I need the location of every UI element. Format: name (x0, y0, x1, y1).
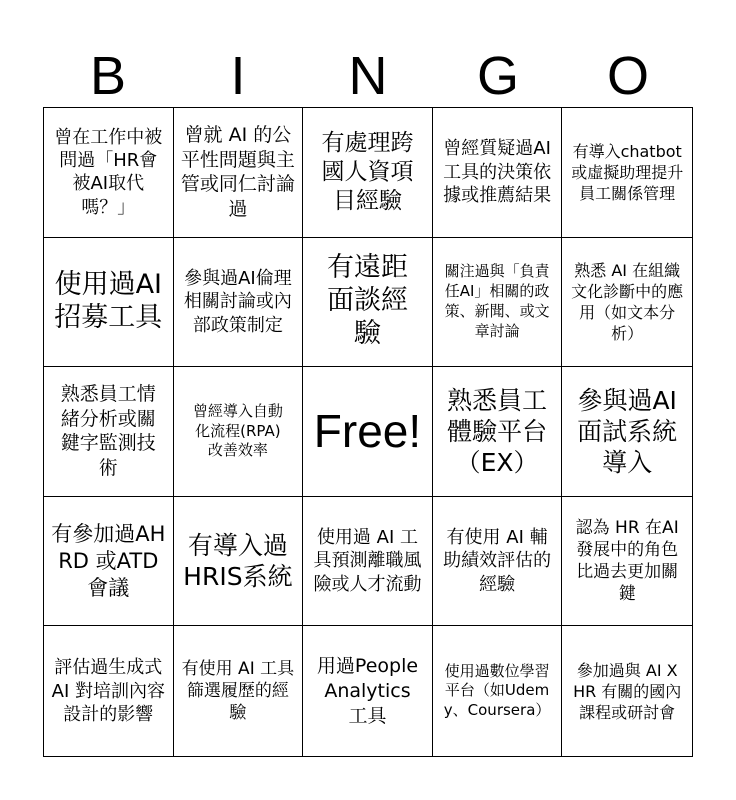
bingo-cell-4-1[interactable] (44, 497, 174, 627)
bingo-cell-text: 熟悉員工情緒分析或關鍵字監測技術 (60, 383, 156, 480)
bingo-cell-text: 使用過AI 招募工具 (54, 268, 163, 333)
bingo-cell-1-1[interactable] (44, 108, 174, 238)
bingo-cell-text: 曾經導入自動化流程(RPA)改善效率 (192, 401, 283, 460)
header-letter-i: I (230, 46, 246, 106)
bingo-cell-text: 參與過AI 面試系統導入 (577, 385, 678, 478)
bingo-cell-text: 熟悉 AI 在組織文化診斷中的應用（如文本分析） (571, 260, 684, 343)
bingo-cell-5-5[interactable] (562, 626, 692, 756)
bingo-cell-2-1[interactable] (44, 238, 174, 368)
bingo-cell-3-4[interactable] (433, 367, 563, 497)
bingo-cell-text: 評估過生成式 AI 對培訓內容設計的影響 (51, 657, 165, 725)
header-letter-b: B (89, 46, 127, 106)
bingo-cell-2-4[interactable] (433, 238, 563, 368)
header-letter-g: G (476, 46, 519, 106)
bingo-cell-text: 參加過與 AI X HR 有關的國內課程或研討會 (573, 660, 682, 722)
bingo-cell-5-1[interactable] (44, 626, 174, 756)
bingo-cell-2-3[interactable] (303, 238, 433, 368)
bingo-cell-4-5[interactable] (562, 497, 692, 627)
bingo-cell-3-2[interactable] (174, 367, 304, 497)
bingo-cell-3-1[interactable] (44, 367, 174, 497)
bingo-cell-text: 曾在工作中被問過「HR會被AI取代嗎？」 (54, 126, 163, 218)
bingo-cell-text: 有導入chatbot 或虛擬助理提升員工關係管理 (571, 141, 684, 203)
bingo-cell-2-5[interactable] (562, 238, 692, 368)
bingo-cell-text: 使用過 AI 工具預測離職風險或人才流動 (313, 527, 422, 595)
bingo-cell-text: 認為 HR 在AI 發展中的角色比過去更加關鍵 (575, 517, 679, 605)
bingo-cell-text: 有處理跨國人資項目經驗 (321, 129, 414, 214)
bingo-cell-4-2[interactable] (174, 497, 304, 627)
bingo-cell-2-2[interactable] (174, 238, 304, 368)
bingo-cell-text: 熟悉員工體驗平台（EX） (447, 385, 548, 478)
bingo-cell-3-5[interactable] (562, 367, 692, 497)
bingo-cell-text: 使用過數位學習平台（如Udemy、Coursera） (443, 661, 551, 720)
bingo-cell-1-3[interactable] (303, 108, 433, 238)
bingo-cell-5-2[interactable] (174, 626, 304, 756)
bingo-cell-text: 有使用 AI 輔助績效評估的經驗 (443, 527, 552, 595)
free-space-label: Free! (313, 405, 422, 458)
bingo-cell-text: 有使用 AI 工具篩選履歷的經驗 (181, 659, 295, 724)
bingo-cell-text: 有導入過 HRIS系統 (183, 530, 293, 592)
bingo-cell-4-4[interactable] (433, 497, 563, 627)
bingo-cell-text: 曾經質疑過AI 工具的決策依據或推薦結果 (443, 138, 552, 206)
bingo-cell-text: 關注過與「負責任AI」相關的政策、新聞、或文章討論 (444, 262, 550, 340)
bingo-cell-1-2[interactable] (174, 108, 304, 238)
bingo-board (43, 107, 693, 757)
bingo-cell-3-3[interactable] (303, 367, 433, 497)
bingo-cell-text: 用過People Analytics工具 (316, 655, 419, 727)
bingo-header (43, 45, 693, 107)
bingo-cell-5-3[interactable] (303, 626, 433, 756)
bingo-cell-4-3[interactable] (303, 497, 433, 627)
bingo-cell-5-4[interactable] (433, 626, 563, 756)
header-letter-o: O (606, 46, 649, 106)
bingo-cell-1-4[interactable] (433, 108, 563, 238)
bingo-cell-text: 參與過AI倫理相關討論或內部政策制定 (183, 267, 292, 336)
bingo-cell-text: 有參加過AHRD 或ATD 會議 (51, 521, 166, 600)
header-letter-n: N (348, 46, 388, 106)
bingo-cell-1-5[interactable] (562, 108, 692, 238)
bingo-cell-text: 有遠距面談經驗 (326, 252, 408, 350)
bingo-cell-text: 曾就 AI 的公平性問題與主管或同仁討論過 (180, 123, 295, 220)
